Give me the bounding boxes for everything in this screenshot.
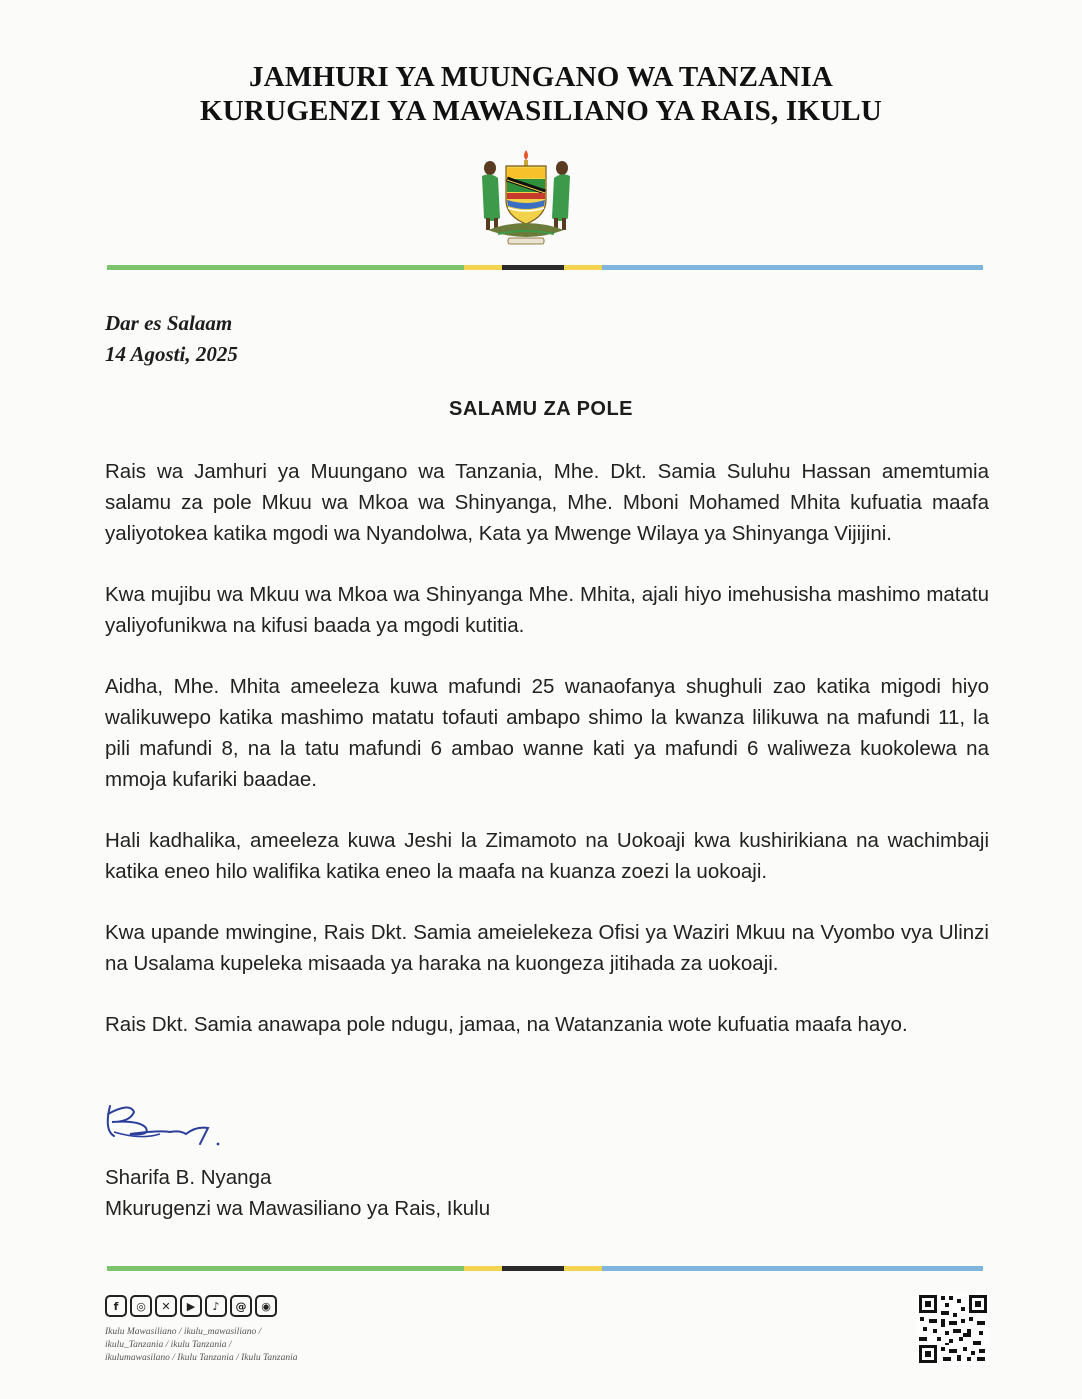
handle-line: Ikulu Mawasiliano / ikulu_mawasiliano /	[105, 1327, 262, 1337]
paragraph: Hali kadhalika, ameeleza kuwa Jeshi la Zimamoto na Uokoaji kwa kushirikiana na wachimbaji katika eneo hilo walifika katika eneo la maafa na kuanza zoezi la uokoaji.	[105, 829, 989, 883]
signer-block	[105, 1162, 490, 1224]
paragraph: Kwa upande mwingine, Rais Dkt. Samia ameielekeza Ofisi ya Waziri Mkuu na Vyombo vya Ulinzi na Usalama kupeleka misaada ya haraka na kuongeza jitihada za uokoaji.	[105, 921, 989, 975]
podcast-icon[interactable]: ◉	[255, 1295, 277, 1317]
date: 14 Agosti, 2025	[105, 342, 238, 366]
social-links	[105, 1295, 277, 1317]
coat-of-arms-icon	[470, 148, 582, 248]
letterhead-line-2: KURUGENZI YA MAWASILIANO YA RAIS, IKULU	[200, 95, 882, 127]
tiktok-icon[interactable]: ♪	[205, 1295, 227, 1317]
tricolor-divider-top	[107, 265, 983, 270]
document-title: SALAMU ZA POLE	[448, 398, 634, 420]
letterhead	[0, 60, 1082, 128]
signer-position: Mkurugenzi wa Mawasiliano ya Rais, Ikulu	[105, 1197, 491, 1220]
social-handles	[105, 1326, 365, 1365]
paragraph: Aidha, Mhe. Mhita ameeleza kuwa mafundi 25 wanaofanya shughuli zao katika migodi hiyo walikuwepo katika mashimo matatu tofauti ambapo shimo la kwanza lilikuwa na mafundi 11, la pili mafundi 8, na la tatu mafundi 6 ambao wanne kati ya mafundi 6 waliweza kuokolewa na mmoja kufariki baadae.	[105, 675, 989, 791]
letterhead-line-1: JAMHURI YA MUUNGANO WA TANZANIA	[248, 61, 834, 93]
place: Dar es Salaam	[105, 311, 233, 335]
paragraph: Rais Dkt. Samia anawapa pole ndugu, jamaa, na Watanzania wote kufuatia maafa hayo.	[105, 1013, 908, 1036]
tricolor-divider-bottom	[107, 1266, 983, 1271]
handle-line: ikulumawasilano / Ikulu Tanzania / Ikulu Tanzania	[105, 1353, 298, 1363]
paragraph: Kwa mujibu wa Mkuu wa Mkoa wa Shinyanga Mhe. Mhita, ajali hiyo imehusisha mashimo matatu yaliyofunikwa na kifusi baada ya mgodi kutitia.	[105, 583, 989, 637]
youtube-icon[interactable]: ▶	[180, 1295, 202, 1317]
place-date-block	[105, 308, 238, 370]
facebook-icon[interactable]: f	[105, 1295, 127, 1317]
letter-body	[105, 456, 989, 1070]
handle-line: ikulu_Tanzania / ikulu Tanzania /	[105, 1340, 232, 1350]
x-icon[interactable]: ✕	[155, 1295, 177, 1317]
signer-name: Sharifa B. Nyanga	[105, 1166, 272, 1189]
paragraph: Rais wa Jamhuri ya Muungano wa Tanzania, Mhe. Dkt. Samia Suluhu Hassan amemtumia salamu za pole Mkuu wa Mkoa wa Shinyanga, Mhe. Mboni Mohamed Mhita kufuatia maafa yaliyotokea katika mgodi wa Nyandolwa, Kata ya Mwenge Wilaya ya Shinyanga Vijijini.	[105, 460, 989, 545]
signature	[100, 1100, 230, 1150]
qr-code-icon[interactable]	[917, 1293, 989, 1365]
threads-icon[interactable]: @	[230, 1295, 252, 1317]
instagram-icon[interactable]: ◎	[130, 1295, 152, 1317]
